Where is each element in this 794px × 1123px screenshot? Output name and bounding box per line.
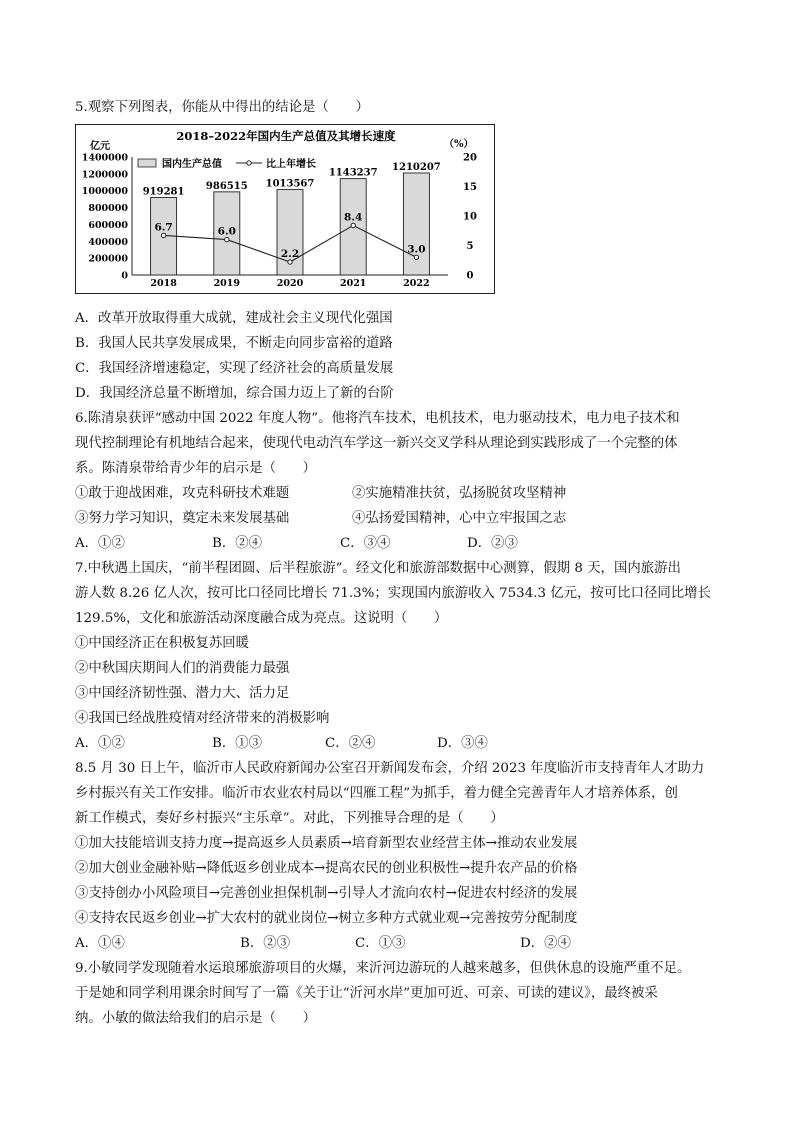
growth-rate-label: 8.4 bbox=[344, 211, 363, 224]
q6-choice-a: A．①② bbox=[75, 536, 125, 551]
right-tick-label: 15 bbox=[463, 182, 477, 193]
left-tick-label: 0 bbox=[121, 270, 128, 282]
q5-option-c: C．我国经济增速稳定，实现了经济社会的高质量发展 bbox=[75, 361, 394, 376]
q7-stem-line-1: 7.中秋遇上国庆，“前半程团圆、后半程旅游”。经文化和旅游部数据中心测算，假期 8 天，国内旅游出 bbox=[75, 561, 681, 576]
q6-stem-line-3: 系。陈清泉带给青少年的启示是（ ） bbox=[75, 461, 317, 476]
q8-item-2: ②加大创业金融补贴→降低返乡创业成本→提高农民的创业积极性→提升农产品的价格 bbox=[75, 861, 578, 876]
left-tick-label: 1000000 bbox=[81, 186, 128, 198]
q7-choice-a: A．①② bbox=[75, 736, 125, 751]
gdp-bar-label: 1013567 bbox=[265, 178, 315, 190]
q6-item-3: ③努力学习知识，奠定未来发展基础 bbox=[75, 511, 290, 526]
q8-stem-line-3: 新工作模式，奏好乡村振兴“主乐章”。对此，下列推导合理的是（ ） bbox=[75, 811, 504, 826]
q6-choice-d: D．②③ bbox=[467, 536, 518, 551]
q7-item-2: ②中秋国庆期间人们的消费能力最强 bbox=[75, 661, 290, 676]
q7-item-3: ③中国经济韧性强、潜力大、活力足 bbox=[75, 686, 290, 701]
gdp-bar-label: 1143237 bbox=[328, 167, 378, 179]
gdp-chart bbox=[75, 124, 495, 294]
legend-line-label: 比上年增长 bbox=[266, 159, 316, 170]
q7-item-1: ①中国经济正在积极复苏回暖 bbox=[75, 636, 250, 651]
left-tick-label: 1200000 bbox=[81, 169, 128, 181]
growth-rate-label: 2.2 bbox=[280, 248, 300, 261]
q6-choice-c: C．③④ bbox=[340, 536, 391, 551]
q8-choice-c: C．①③ bbox=[355, 936, 406, 951]
q8-stem-line-1: 8.5 月 30 日上午，临沂市人民政府新闻办公室召开新闻发布会，介绍 2023 年度临沂市支持青年人才助力 bbox=[75, 761, 705, 776]
growth-rate-point bbox=[161, 233, 165, 237]
q6-stem-line-2: 现代控制理论有机地结合起来，使现代电动汽车学这一新兴交叉学科从理论到实践形成了一个完整的体 bbox=[75, 436, 678, 451]
x-tick-label: 2018 bbox=[150, 278, 177, 289]
q8-item-1: ①加大技能培训支持力度→提高返乡人员素质→培育新型农业经营主体→推动农业发展 bbox=[75, 836, 578, 851]
q7-stem-line-3: 129.5%，文化和旅游活动深度融合成为亮点。这说明（ ） bbox=[75, 611, 448, 626]
q8-stem-line-2: 乡村振兴有关工作安排。临沂市农业农村局以“四雁工程”为抓手，着力健全完善青年人才培养体系，创 bbox=[75, 786, 678, 801]
gdp-bar-label: 986515 bbox=[205, 180, 248, 192]
left-tick-label: 800000 bbox=[88, 203, 128, 215]
q7-choice-d: D．③④ bbox=[437, 736, 488, 751]
growth-rate-point bbox=[225, 237, 229, 241]
q6-stem-line-1: 6.陈清泉获评“感动中国 2022 年度人物”。他将汽车技术，电机技术，电力驱动技术，电力电子技术和 bbox=[75, 411, 680, 426]
growth-rate-point bbox=[351, 223, 355, 227]
q6-item-2: ②实施精准扶贫，弘扬脱贫攻坚精神 bbox=[352, 486, 567, 501]
q7-choice-b: B．①③ bbox=[212, 736, 263, 751]
growth-rate-label: 6.7 bbox=[154, 221, 173, 234]
q9-stem-line-1: 9.小敏同学发现随着水运琅琊旅游项目的火爆，来沂河边游玩的人越来越多，但供休息的设施严重不足。 bbox=[75, 961, 691, 976]
q8-choice-d: D．②④ bbox=[520, 936, 571, 951]
q8-choice-b: B．②③ bbox=[240, 936, 291, 951]
right-tick-label: 10 bbox=[463, 211, 477, 223]
q8-choice-a: A．①④ bbox=[75, 936, 125, 951]
q8-item-4: ④支持农民返乡创业→扩大农村的就业岗位→树立多种方式就业观→完善按劳分配制度 bbox=[75, 911, 578, 926]
q5-stem: 5.观察下列图表，你能从中得出的结论是（ ） bbox=[75, 100, 369, 115]
growth-rate-label: 6.0 bbox=[217, 225, 236, 238]
q5-option-b: B．我国人民共享发展成果，不断走向同步富裕的道路 bbox=[75, 336, 393, 351]
q6-choice-b: B．②④ bbox=[212, 536, 263, 551]
x-tick-label: 2019 bbox=[213, 278, 241, 289]
left-tick-label: 200000 bbox=[88, 253, 128, 265]
q7-stem-line-2: 游人数 8.26 亿人次，按可比口径同比增长 71.3%；实现国内旅游收入 7534.3 亿元，按可比口径同比增长 bbox=[75, 586, 711, 601]
right-axis-unit: （%） bbox=[444, 139, 474, 150]
q9-stem-line-3: 纳。小敏的做法给我们的启示是（ ） bbox=[75, 1011, 317, 1026]
q5-option-a: A．改革开放取得重大成就，建成社会主义现代化强国 bbox=[75, 311, 393, 326]
left-tick-label: 1400000 bbox=[81, 152, 128, 164]
chart-marks bbox=[82, 153, 477, 290]
gdp-chart-svg bbox=[76, 125, 493, 292]
gdp-bar-label: 919281 bbox=[142, 186, 185, 198]
q7-choice-c: C．②④ bbox=[325, 736, 376, 751]
x-tick-label: 2021 bbox=[339, 278, 367, 289]
q8-item-3: ③支持创办小风险项目→完善创业担保机制→引导人才流向农村→促进农村经济的发展 bbox=[75, 886, 578, 901]
q5-option-d: D．我国经济总量不断增加，综合国力迈上了新的台阶 bbox=[75, 386, 394, 401]
right-tick-label: 5 bbox=[466, 241, 474, 252]
legend-bar-swatch bbox=[138, 159, 156, 167]
q6-item-1: ①敢于迎战困难，攻克科研技术难题 bbox=[75, 486, 290, 501]
left-axis-unit: 亿元 bbox=[90, 141, 110, 152]
legend-bar-label: 国内生产总值 bbox=[162, 159, 222, 170]
left-tick-label: 600000 bbox=[88, 219, 128, 231]
q6-item-4: ④弘扬爱国精神，心中立牢报国之志 bbox=[352, 511, 567, 526]
q9-stem-line-2: 于是她和同学利用课余时间写了一篇《关于让“沂河水岸”更加可近、可亲、可读的建议》，最终被采 bbox=[75, 986, 658, 1001]
x-tick-label: 2022 bbox=[403, 278, 430, 289]
gdp-bar-label: 1210207 bbox=[392, 161, 441, 173]
legend-line-marker bbox=[247, 161, 251, 165]
growth-rate-point bbox=[414, 255, 418, 259]
growth-rate-point bbox=[288, 260, 292, 264]
growth-rate-label: 3.0 bbox=[407, 243, 426, 256]
q7-item-4: ④我国已经战胜疫情对经济带来的消极影响 bbox=[75, 711, 330, 726]
left-tick-label: 400000 bbox=[88, 236, 128, 248]
x-tick-label: 2020 bbox=[276, 278, 304, 289]
right-tick-label: 0 bbox=[466, 270, 474, 282]
chart-title: 2018–2022年国内生产总值及其增长速度 bbox=[176, 129, 396, 143]
right-tick-label: 20 bbox=[463, 152, 477, 164]
